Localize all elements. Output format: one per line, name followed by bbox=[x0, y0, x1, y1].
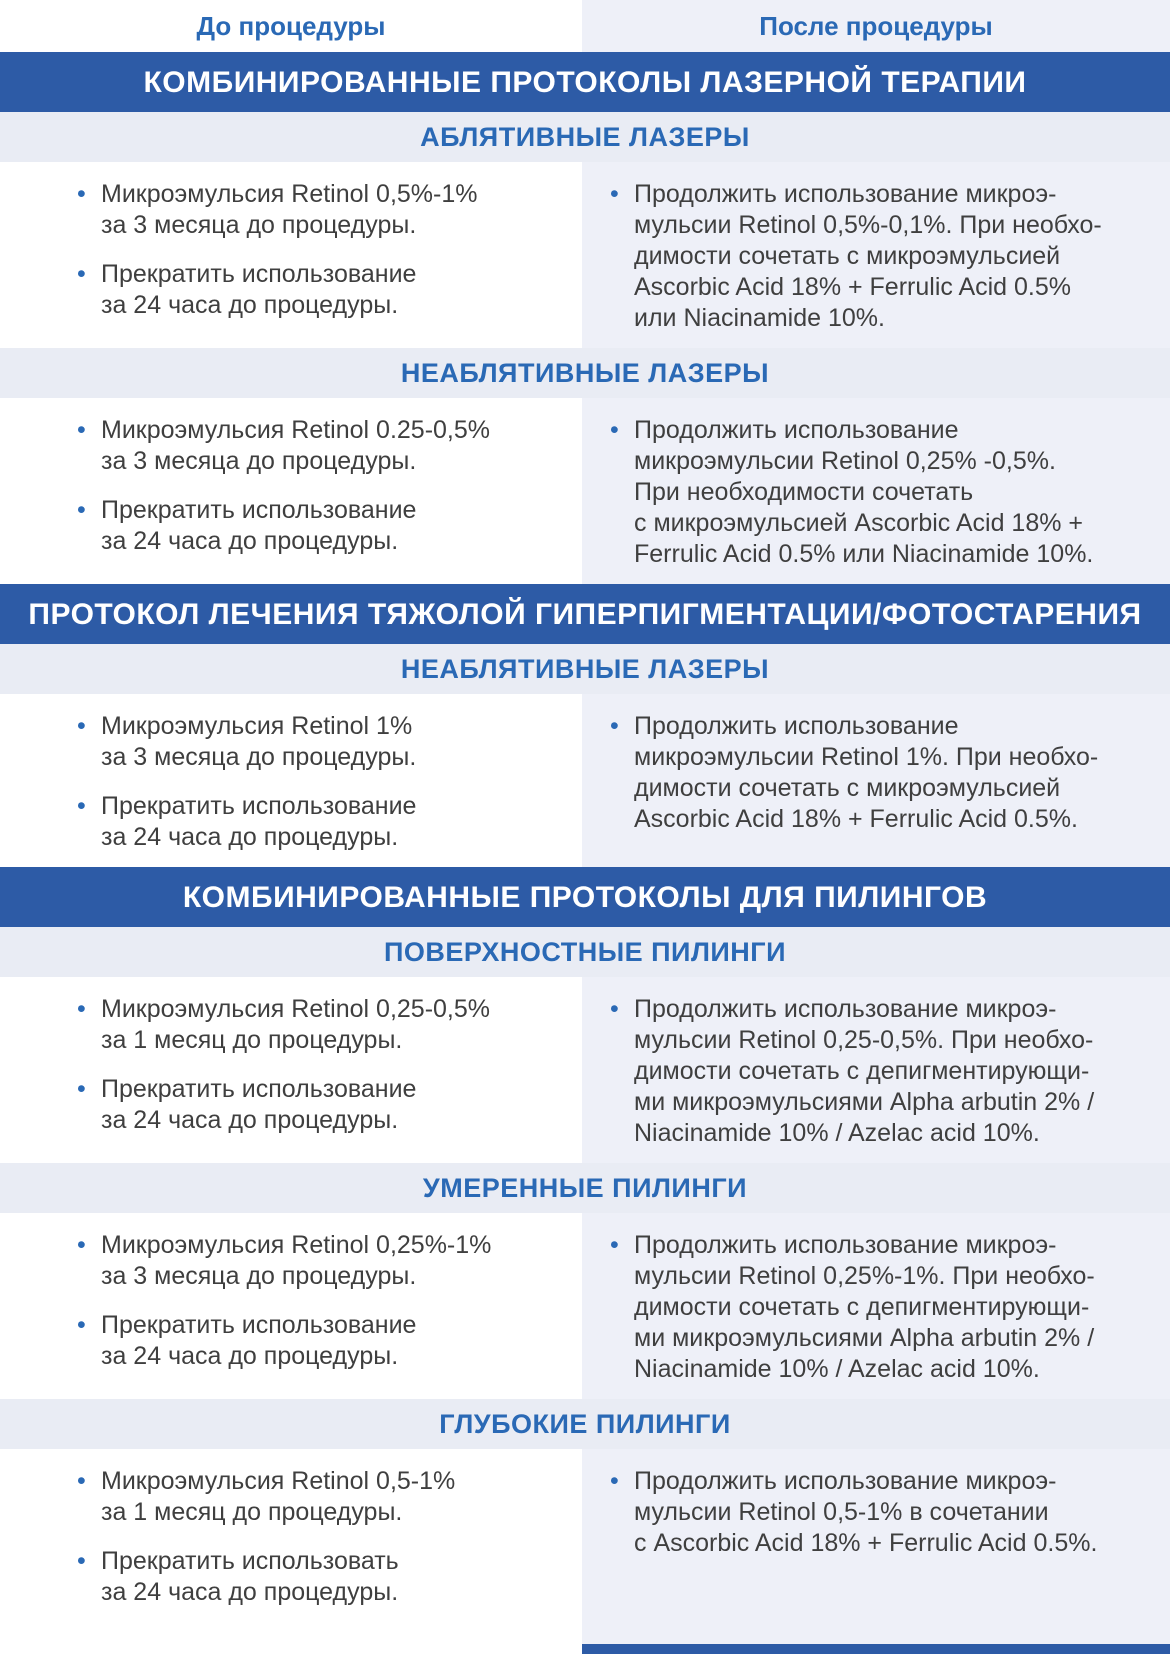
bullet-line: Продолжить использование микроэ- bbox=[634, 995, 1057, 1023]
before-procedure-cell bbox=[0, 977, 582, 1163]
bullet-line: димости сочетать с депигментирующи- bbox=[634, 1293, 1090, 1321]
bullet-line: за 24 часа до процедуры. bbox=[101, 1578, 399, 1606]
bullet-line: мульсии Retinol 0,25-0,5%. При необхо- bbox=[634, 1026, 1094, 1054]
section-subtitle-label: УМЕРЕННЫЕ ПИЛИНГИ bbox=[422, 1172, 748, 1203]
after-procedure-cell bbox=[582, 398, 1170, 584]
bullet-item bbox=[77, 1074, 552, 1136]
section-band-title bbox=[0, 867, 1170, 927]
bullet-text bbox=[101, 1466, 455, 1528]
section-subtitle bbox=[0, 1163, 1170, 1213]
bullet-line: за 3 месяца до процедуры. bbox=[101, 1262, 417, 1290]
bullet-item bbox=[77, 179, 552, 241]
bullet-item bbox=[77, 1230, 552, 1292]
bullet-line: Микроэмульсия Retinol 1% bbox=[101, 712, 413, 740]
bullet-icon: • bbox=[610, 416, 619, 444]
protocol-row bbox=[0, 694, 1170, 867]
bullet-text bbox=[101, 1074, 416, 1136]
section-band-title bbox=[0, 584, 1170, 644]
column-header-after-procedure: После процедуры bbox=[582, 0, 1170, 52]
bullet-text bbox=[634, 994, 1094, 1149]
section-subtitle bbox=[0, 112, 1170, 162]
bullet-line: за 24 часа до процедуры. bbox=[101, 823, 399, 851]
bullet-text bbox=[634, 1230, 1095, 1385]
bottom-band-fragment bbox=[582, 1644, 1170, 1654]
bullet-item bbox=[77, 1310, 552, 1372]
bullet-icon: • bbox=[77, 995, 86, 1023]
bullet-icon: • bbox=[77, 1231, 86, 1259]
before-procedure-cell bbox=[0, 694, 582, 867]
section-subtitle bbox=[0, 644, 1170, 694]
bullet-icon: • bbox=[77, 496, 86, 524]
bullet-line: за 24 часа до процедуры. bbox=[101, 291, 399, 319]
before-procedure-cell bbox=[0, 398, 582, 584]
bullet-line: Прекратить использование bbox=[101, 1075, 417, 1103]
bullet-icon: • bbox=[610, 180, 619, 208]
bullet-text bbox=[101, 495, 416, 557]
bullet-icon: • bbox=[77, 1467, 86, 1495]
section-subtitle bbox=[0, 348, 1170, 398]
bullet-icon: • bbox=[610, 712, 619, 740]
before-procedure-cell bbox=[0, 1213, 582, 1399]
after-procedure-cell bbox=[582, 1213, 1170, 1399]
bullet-text bbox=[101, 994, 490, 1056]
bullet-line: за 3 месяца до процедуры. bbox=[101, 211, 417, 239]
bullet-line: Микроэмульсия Retinol 0,5-1% bbox=[101, 1467, 456, 1495]
bullet-icon: • bbox=[77, 792, 86, 820]
bullet-line: мульсии Retinol 0,25%-1%. При необхо- bbox=[634, 1262, 1095, 1290]
bullet-line: Прекратить использование bbox=[101, 1311, 417, 1339]
section-subtitle-label: НЕАБЛЯТИВНЫЕ ЛАЗЕРЫ bbox=[400, 357, 770, 388]
bullet-line: за 3 месяца до процедуры. bbox=[101, 743, 417, 771]
bullet-line: с микроэмульсией Ascorbic Acid 18% + bbox=[634, 509, 1083, 537]
bullet-line: за 24 часа до процедуры. bbox=[101, 527, 399, 555]
bullet-line: Niacinamide 10% / Azelac acid 10%. bbox=[634, 1119, 1040, 1147]
bullet-line: ми микроэмульсиями Alpha arbutin 2% / bbox=[634, 1088, 1095, 1116]
bullet-item bbox=[77, 1546, 552, 1608]
bullet-text bbox=[101, 179, 477, 241]
bullet-item bbox=[610, 711, 1140, 835]
bullet-line: Прекратить использовать bbox=[101, 1547, 399, 1575]
bullet-item bbox=[610, 1466, 1140, 1559]
bullet-line: мульсии Retinol 0,5-1% в сочетании bbox=[634, 1498, 1049, 1526]
bullet-line: димости сочетать с микроэмульсией bbox=[634, 774, 1061, 802]
bullet-line: микроэмульсии Retinol 0,25% -0,5%. bbox=[634, 447, 1056, 475]
bullet-text bbox=[634, 415, 1093, 570]
bullet-item bbox=[77, 791, 552, 853]
section-band-label: КОМБИНИРОВАННЫЕ ПРОТОКОЛЫ ДЛЯ ПИЛИНГОВ bbox=[182, 880, 988, 914]
section-subtitle bbox=[0, 927, 1170, 977]
section-band-label: ПРОТОКОЛ ЛЕЧЕНИЯ ТЯЖОЛОЙ ГИПЕРПИГМЕНТАЦИИ/ФОТОСТАРЕНИЯ bbox=[28, 597, 1142, 631]
bullet-line: за 24 часа до процедуры. bbox=[101, 1106, 399, 1134]
section-band-title bbox=[0, 52, 1170, 112]
bullet-icon: • bbox=[77, 712, 86, 740]
bullet-line: Продолжить использование bbox=[634, 712, 959, 740]
bullet-item bbox=[77, 495, 552, 557]
bullet-line: за 3 месяца до процедуры. bbox=[101, 447, 417, 475]
bullet-line: за 1 месяц до процедуры. bbox=[101, 1026, 403, 1054]
protocol-sections bbox=[0, 52, 1170, 1654]
bullet-icon: • bbox=[77, 1075, 86, 1103]
bullet-item bbox=[77, 711, 552, 773]
bullet-icon: • bbox=[77, 416, 86, 444]
bullet-icon: • bbox=[610, 995, 619, 1023]
bullet-icon: • bbox=[77, 180, 86, 208]
bullet-item bbox=[610, 994, 1140, 1149]
bullet-line: Прекратить использование bbox=[101, 792, 417, 820]
bullet-item bbox=[610, 179, 1140, 334]
after-procedure-cell bbox=[582, 162, 1170, 348]
after-procedure-cell bbox=[582, 694, 1170, 867]
section-subtitle-label: НЕАБЛЯТИВНЫЕ ЛАЗЕРЫ bbox=[400, 653, 770, 684]
column-headers bbox=[0, 0, 1170, 52]
bullet-text bbox=[634, 179, 1102, 334]
bullet-text bbox=[101, 1230, 491, 1292]
bullet-line: ми микроэмульсиями Alpha arbutin 2% / bbox=[634, 1324, 1095, 1352]
bullet-text bbox=[634, 711, 1098, 835]
section-subtitle-label: ГЛУБОКИЕ ПИЛИНГИ bbox=[439, 1408, 731, 1439]
bullet-line: с Ascorbic Acid 18% + Ferrulic Acid 0.5%. bbox=[634, 1529, 1098, 1557]
bullet-line: Niacinamide 10% / Azelac acid 10%. bbox=[634, 1355, 1040, 1383]
bullet-line: Микроэмульсия Retinol 0,5%-1% bbox=[101, 180, 478, 208]
bullet-line: Микроэмульсия Retinol 0.25-0,5% bbox=[101, 416, 491, 444]
bullet-line: димости сочетать с микроэмульсией bbox=[634, 242, 1061, 270]
protocol-row bbox=[0, 1213, 1170, 1399]
bullet-text bbox=[101, 259, 416, 321]
bullet-line: Продолжить использование микроэ- bbox=[634, 1231, 1057, 1259]
protocol-row bbox=[0, 977, 1170, 1163]
bullet-text bbox=[634, 1466, 1097, 1559]
bullet-item bbox=[610, 1230, 1140, 1385]
bullet-item bbox=[77, 259, 552, 321]
bullet-text bbox=[101, 711, 416, 773]
bullet-item bbox=[77, 994, 552, 1056]
bullet-line: При необходимости сочетать bbox=[634, 478, 974, 506]
bullet-icon: • bbox=[77, 1311, 86, 1339]
bullet-line: за 24 часа до процедуры. bbox=[101, 1342, 399, 1370]
protocol-row bbox=[0, 398, 1170, 584]
protocol-row bbox=[0, 162, 1170, 348]
bullet-text bbox=[101, 791, 416, 853]
bullet-line: за 1 месяц до процедуры. bbox=[101, 1498, 403, 1526]
bullet-line: Микроэмульсия Retinol 0,25-0,5% bbox=[101, 995, 491, 1023]
bullet-line: Ascorbic Acid 18% + Ferrulic Acid 0.5%. bbox=[634, 805, 1078, 833]
bullet-item bbox=[77, 1466, 552, 1528]
bullet-line: Продолжить использование микроэ- bbox=[634, 1467, 1057, 1495]
bullet-item bbox=[77, 415, 552, 477]
bullet-line: Продолжить использование bbox=[634, 416, 959, 444]
bullet-icon: • bbox=[77, 260, 86, 288]
bullet-line: или Niacinamide 10%. bbox=[634, 304, 885, 332]
bullet-icon: • bbox=[610, 1467, 619, 1495]
before-procedure-cell bbox=[0, 162, 582, 348]
bullet-line: Микроэмульсия Retinol 0,25%-1% bbox=[101, 1231, 492, 1259]
after-procedure-cell bbox=[582, 1449, 1170, 1654]
bullet-line: микроэмульсии Retinol 1%. При необхо- bbox=[634, 743, 1099, 771]
bullet-line: Ascorbic Acid 18% + Ferrulic Acid 0.5% bbox=[634, 273, 1071, 301]
bullet-icon: • bbox=[610, 1231, 619, 1259]
section-band-label: КОМБИНИРОВАННЫЕ ПРОТОКОЛЫ ЛАЗЕРНОЙ ТЕРАПИИ bbox=[143, 65, 1027, 99]
column-header-before-procedure: До процедуры bbox=[0, 0, 582, 52]
bullet-line: Прекратить использование bbox=[101, 496, 417, 524]
bullet-line: мульсии Retinol 0,5%-0,1%. При необхо- bbox=[634, 211, 1102, 239]
section-subtitle-label: АБЛЯТИВНЫЕ ЛАЗЕРЫ bbox=[420, 121, 750, 152]
bullet-line: Прекратить использование bbox=[101, 260, 417, 288]
bullet-item bbox=[610, 415, 1140, 570]
bullet-text bbox=[101, 1310, 416, 1372]
bullet-icon: • bbox=[77, 1547, 86, 1575]
bullet-text bbox=[101, 1546, 399, 1608]
bullet-line: Ferrulic Acid 0.5% или Niacinamide 10%. bbox=[634, 540, 1094, 568]
bullet-text bbox=[101, 415, 490, 477]
section-subtitle-label: ПОВЕРХНОСТНЫЕ ПИЛИНГИ bbox=[383, 936, 787, 967]
before-procedure-cell bbox=[0, 1449, 582, 1654]
protocol-row bbox=[0, 1449, 1170, 1654]
after-procedure-cell bbox=[582, 977, 1170, 1163]
bullet-line: Продолжить использование микроэ- bbox=[634, 180, 1057, 208]
section-subtitle bbox=[0, 1399, 1170, 1449]
bullet-line: димости сочетать с депигментирующи- bbox=[634, 1057, 1090, 1085]
